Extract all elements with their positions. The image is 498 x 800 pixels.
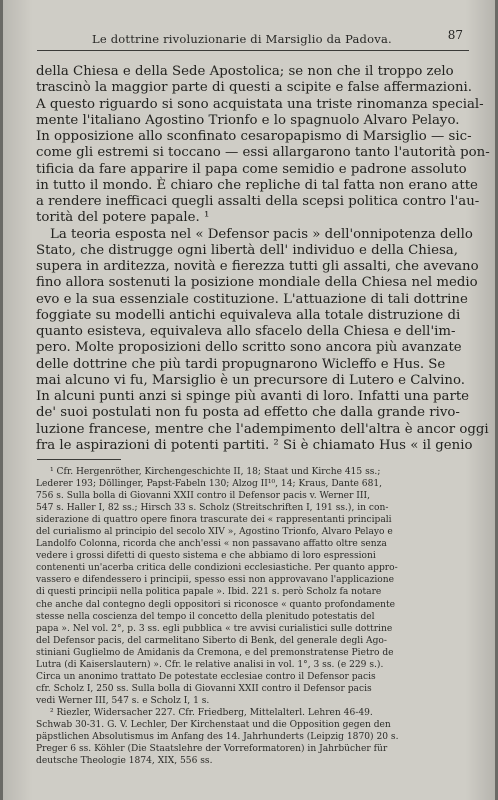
footnote-line: Landolfo Colonna, ricorda che anch'essi « non passavano affatto oltre senza bbox=[36, 539, 387, 550]
footnote-line: stesse nella coscienza del tempo il concetto della plenitudo potestatis del bbox=[36, 611, 375, 622]
text-line: a rendere inefficaci quegli assalti della scepsi politica contro l'au- bbox=[36, 194, 480, 209]
footnote-line: Circa un anonimo trattato De potestate ecclesiae contro il Defensor pacis bbox=[36, 671, 376, 682]
paragraph bbox=[36, 226, 489, 455]
text-line: supera in arditezza, novità e fierezza tutti gli assalti, che avevano bbox=[36, 259, 479, 274]
text-line: mente l'italiano Agostino Trionfo e lo spagnuolo Alvaro Pelayo. bbox=[36, 112, 460, 128]
paragraph bbox=[36, 64, 490, 227]
text-line: torità del potere papale. ¹ bbox=[36, 210, 210, 226]
text-line: A questo riguardo si sono acquistata una triste rinomanza special- bbox=[36, 96, 484, 112]
footnote-line: ¹ Cfr. Hergenröther, Kirchengeschichte II, 18; Staat und Kirche 415 ss.; bbox=[50, 467, 381, 477]
footnote-rule bbox=[37, 459, 121, 460]
main-text bbox=[36, 64, 490, 454]
footnotes bbox=[36, 466, 478, 767]
footnote-line: päpstlichen Absolutismus im Anfang des 14. Jahrhunderts (Leipzig 1870) 20 s. bbox=[36, 732, 399, 743]
footnote-line: di questi principii nella politica papale ». Ibid. 221 s. però Scholz fa notare bbox=[36, 587, 382, 598]
text-line: pero. Molte proposizioni dello scritto sono ancora più avanzate bbox=[36, 340, 462, 356]
text-line: delle dottrine che più tardi propugnarono Wicleffo e Hus. Se bbox=[36, 356, 446, 372]
text-line: della Chiesa e della Sede Apostolica; se non che il troppo zelo bbox=[36, 64, 454, 79]
footnote-line: che anche dal contegno degli oppositori si riconosce « quanto profondamente bbox=[36, 599, 396, 610]
text-line: de' suoi postulati non fu posta ad effetto che dalla grande rivo- bbox=[36, 405, 460, 421]
footnote-line: del Defensor pacis, del carmelitano Siberto di Benk, del generale degli Ago- bbox=[36, 635, 387, 646]
footnote-line: papa ». Nel vol. 2°, p. 3 ss. egli pubblica « tre avvisi curialistici sulle dottrine bbox=[36, 623, 393, 634]
text-line: In alcuni punti anzi si spinge più avanti di loro. Infatti una parte bbox=[36, 389, 470, 404]
footnote-line: contenenti un'acerba critica delle condizioni ecclesiastiche. Per quanto appro- bbox=[36, 563, 398, 574]
footnote-line: ² Riezler, Widersacher 227. Cfr. Friedberg, Mittelalterl. Lehren 46-49. bbox=[50, 707, 373, 718]
running-head: Le dottrine rivoluzionarie di Marsiglio da Padova. bbox=[92, 32, 392, 46]
footnote-line: deutsche Theologie 1874, XIX, 556 ss. bbox=[36, 756, 213, 767]
footnote bbox=[36, 466, 478, 707]
text-line: luzione francese, mentre che l'adempimento dell'altra è ancor oggi bbox=[36, 421, 489, 437]
text-line: evo e la sua essenziale costituzione. L'attuazione di tali dottrine bbox=[36, 291, 468, 307]
footnote-line: Lederer 193; Döllinger, Papst-Fabeln 130; Alzog II¹⁰, 14; Kraus, Dante 681, bbox=[36, 479, 383, 490]
footnote-line: 547 s. Haller I, 82 ss.; Hirsch 33 s. Scholz (Streitschriften I, 191 ss.), in con- bbox=[36, 503, 389, 514]
footnote-line: vedere i grossi difetti di questo sistema e che abbiamo di loro espressioni bbox=[36, 551, 376, 562]
text-line: Stato, che distrugge ogni libertà dell' individuo e della Chiesa, bbox=[36, 242, 458, 258]
page-number: 87 bbox=[447, 28, 463, 42]
text-line: tificia da fare apparire il papa come semidio e padrone assoluto bbox=[36, 161, 467, 177]
text-line: come gli estremi si toccano — essi allargarono tanto l'autorità pon- bbox=[36, 145, 490, 161]
text-line: fra le aspirazioni di potenti partiti. ² Si è chiamato Hus « il genio bbox=[36, 437, 473, 453]
text-line: quanto esisteva, equivaleva allo sfacelo della Chiesa e dell'im- bbox=[36, 324, 456, 339]
text-line: trascinò la maggior parte di questi a scipite e false affermazioni. bbox=[36, 80, 473, 96]
footnote-line: vassero e difendessero i principii, spesso essi non approvavano l'applicazione bbox=[36, 575, 394, 586]
footnote-line: siderazione di quattro opere finora trascurate dei « rappresentanti principali bbox=[36, 515, 392, 526]
text-line: La teoria esposta nel « Defensor pacis » dell'onnipotenza dello bbox=[50, 226, 473, 242]
text-line: mai alcuno vi fu, Marsiglio è un precursore di Lutero e Calvino. bbox=[36, 372, 465, 388]
footnote-line: 756 s. Sulla bolla di Giovanni XXII contro il Defensor pacis v. Werner III, bbox=[36, 491, 370, 502]
text-line: In opposizione allo sconfinato cesaropapismo di Marsiglio — sic- bbox=[36, 129, 472, 144]
footnote-line: del curialismo al principio del secolo XIV », Agostino Trionfo, Alvaro Pelayo e bbox=[36, 527, 393, 538]
footnote-line: vedi Werner III, 547 s. e Scholz I, 1 s. bbox=[36, 695, 210, 706]
book-page bbox=[3, 0, 495, 800]
text-line: fino allora sostenuti la posizione mondiale della Chiesa nel medio bbox=[36, 275, 478, 291]
footnote bbox=[36, 707, 478, 767]
footnote-line: cfr. Scholz I, 250 ss. Sulla bolla di Giovanni XXII contro il Defensor pacis bbox=[36, 683, 372, 694]
text-line: in tutto il mondo. È chiaro che repliche di tal fatta non erano atte bbox=[36, 177, 478, 193]
text-line: foggiate su modelli antichi equivaleva alla totale distruzione di bbox=[36, 307, 461, 323]
page-header bbox=[37, 28, 469, 51]
footnote-line: Schwab 30-31. G. V. Lechler, Der Kirchenstaat und die Opposition gegen den bbox=[36, 719, 391, 730]
footnote-line: Lutra (di Kaiserslautern) ». Cfr. le relative analisi in vol. 1°, 3 ss. (e 229 s.). bbox=[36, 659, 384, 670]
footnote-line: Preger 6 ss. Köhler (Die Staatslehre der Vorreformatoren) in Jahrbücher für bbox=[36, 744, 388, 755]
footnote-line: stiniani Guglielmo de Amidanis da Cremona, e del premonstratense Pietro de bbox=[36, 647, 394, 658]
